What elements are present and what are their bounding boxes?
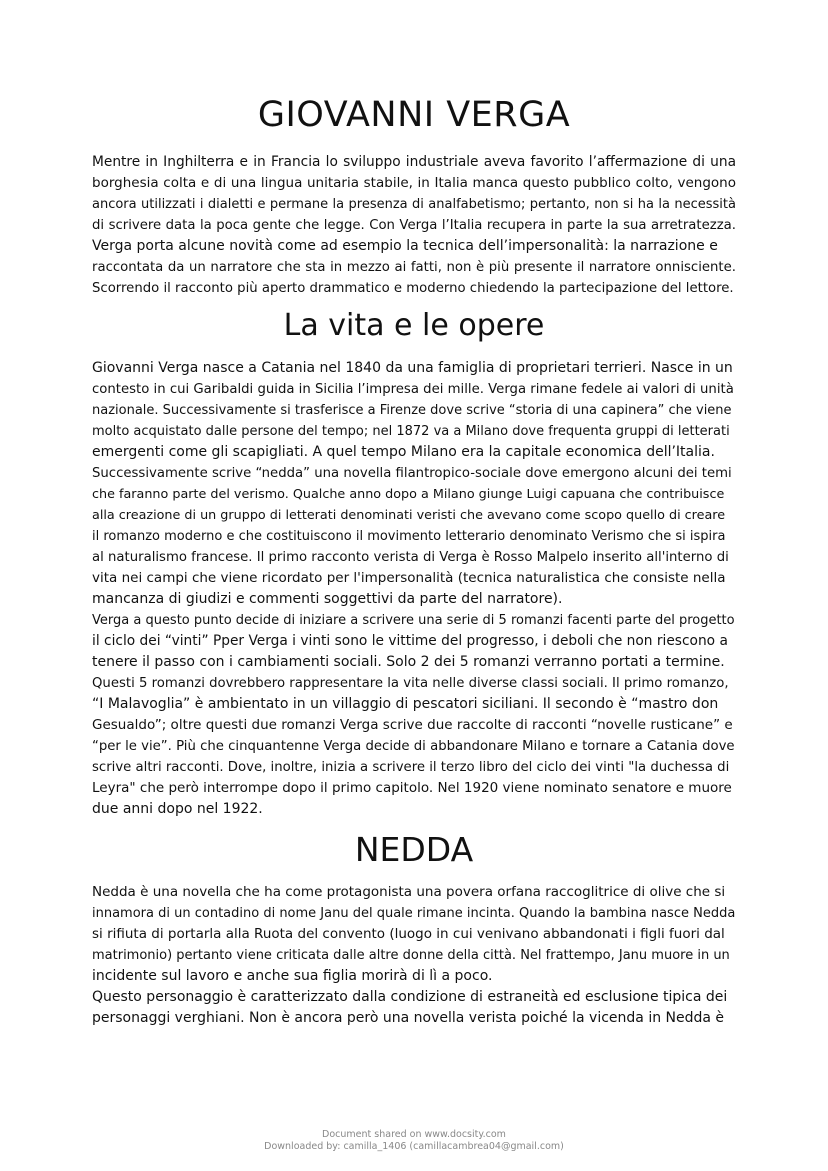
text-line: personaggi verghiani. Non è ancora però una novella verista poiché la vicenda in Nedda è <box>92 1010 725 1026</box>
text-line: alla creazione di un gruppo di letterati denominati veristi che avevano come scopo quello di creare <box>92 508 726 523</box>
intro-paragraph <box>92 152 736 299</box>
text-line: di scrivere data la poca gente che legge. Con Verga l’Italia recupera in parte la sua arretratezza. <box>92 218 736 233</box>
text-line: mancanza di giudizi e commenti soggettivi da parte del narratore). <box>92 591 563 607</box>
docsity-footer <box>0 1129 828 1153</box>
text-line: Nedda è una novella che ha come protagonista una povera orfana raccoglitrice di olive che si <box>92 884 726 900</box>
text-line: contesto in cui Garibaldi guida in Sicilia l’impresa dei mille. Verga rimane fedele ai valori di unità <box>92 382 734 397</box>
text-line: Questi 5 romanzi dovrebbero rappresentare la vita nelle diverse classi sociali. Il primo romanzo, <box>92 676 729 691</box>
section-heading-life: La vita e le opere <box>283 308 545 343</box>
text-line: Giovanni Verga nasce a Catania nel 1840 da una famiglia di proprietari terrieri. Nasce in un <box>92 360 733 376</box>
text-line: “I Malavoglia” è ambientato in un villaggio di pescatori siciliani. Il secondo è “mastro don <box>92 696 719 712</box>
text-line: borghesia colta e di una lingua unitaria stabile, in Italia manca questo pubblico colto, vengono <box>92 175 736 191</box>
text-line: il romanzo moderno e che costituiscono il movimento letterario denominato Verismo che si ispira <box>92 529 726 544</box>
text-line: Verga a questo punto decide di iniziare a scrivere una serie di 5 romanzi facenti parte del progetto <box>92 613 735 628</box>
text-line: matrimonio) pertanto viene criticata dalle altre donne della città. Nel frattempo, Janu muore in un <box>92 948 730 963</box>
text-line: tenere il passo con i cambiamenti sociali. Solo 2 dei 5 romanzi verranno portati a termine. <box>92 654 725 670</box>
text-line: molto acquistato dalle persone del tempo; nel 1872 va a Milano dove frequenta gruppi di letterati <box>92 424 730 439</box>
text-line: vita nei campi che viene ricordato per l'impersonalità (tecnica naturalistica che consiste nella <box>92 570 726 586</box>
text-line: innamora di un contadino di nome Janu del quale rimane incinta. Quando la bambina nasce Nedda <box>92 906 736 921</box>
text-line: si rifiuta di portarla alla Ruota del convento (luogo in cui venivano abbandonati i figli fuori dal <box>92 926 725 942</box>
text-line: al naturalismo francese. Il primo racconto verista di Verga è Rosso Malpelo inserito all'interno di <box>92 550 729 565</box>
text-line: Scorrendo il racconto più aperto drammatico e moderno chiedendo la partecipazione del lettore. <box>92 281 734 296</box>
text-line: Gesualdo”; oltre questi due romanzi Verga scrive due raccolte di racconti “novelle rusticane” e <box>92 717 733 733</box>
life-paragraph <box>92 358 736 820</box>
text-line: Successivamente scrive “nedda” una novella filantropico-sociale dove emergono alcuni dei temi <box>92 466 732 481</box>
text-line: due anni dopo nel 1922. <box>92 801 263 817</box>
text-line: scrive altri racconti. Dove, inoltre, inizia a scrivere il terzo libro del ciclo dei vinti "la duchessa di <box>92 760 730 775</box>
text-line: emergenti come gli scapigliati. A quel tempo Milano era la capitale economica dell’Italia. <box>92 444 715 460</box>
text-line: Mentre in Inghilterra e in Francia lo sviluppo industriale aveva favorito l’affermazione di una <box>92 154 736 170</box>
text-line: raccontata da un narratore che sta in mezzo ai fatti, non è più presente il narratore onnisciente. <box>92 260 736 275</box>
text-line: che faranno parte del verismo. Qualche anno dopo a Milano giunge Luigi capuana che contribuisce <box>92 487 725 502</box>
text-line: Verga porta alcune novità come ad esempio la tecnica dell’impersonalità: la narrazione e <box>92 238 718 254</box>
nedda-paragraph <box>92 882 736 1029</box>
footer-shared-line: Document shared on www.docsity.com <box>322 1129 506 1140</box>
text-line: ancora utilizzati i dialetti e permane la presenza di analfabetismo; pertanto, non si ha la necessità <box>92 197 736 212</box>
footer-downloaded-line: Downloaded by: camilla_1406 (camillacambrea04@gmail.com) <box>264 1141 564 1152</box>
text-line: Questo personaggio è caratterizzato dalla condizione di estraneità ed esclusione tipica dei <box>92 989 728 1005</box>
text-line: Leyra" che però interrompe dopo il primo capitolo. Nel 1920 viene nominato senatore e muore <box>92 780 732 796</box>
text-line: “per le vie”. Più che cinquantenne Verga decide di abbandonare Milano e tornare a Catania dove <box>92 739 735 754</box>
section-heading-nedda: NEDDA <box>354 830 474 869</box>
text-line: nazionale. Successivamente si trasferisce a Firenze dove scrive “storia di una capinera” che viene <box>92 403 732 418</box>
text-line: il ciclo dei “vinti” Pper Verga i vinti sono le vittime del progresso, i deboli che non riescono a <box>92 633 728 649</box>
page-title: GIOVANNI VERGA <box>257 95 571 135</box>
text-line: incidente sul lavoro e anche sua figlia morirà di lì a poco. <box>92 968 493 984</box>
